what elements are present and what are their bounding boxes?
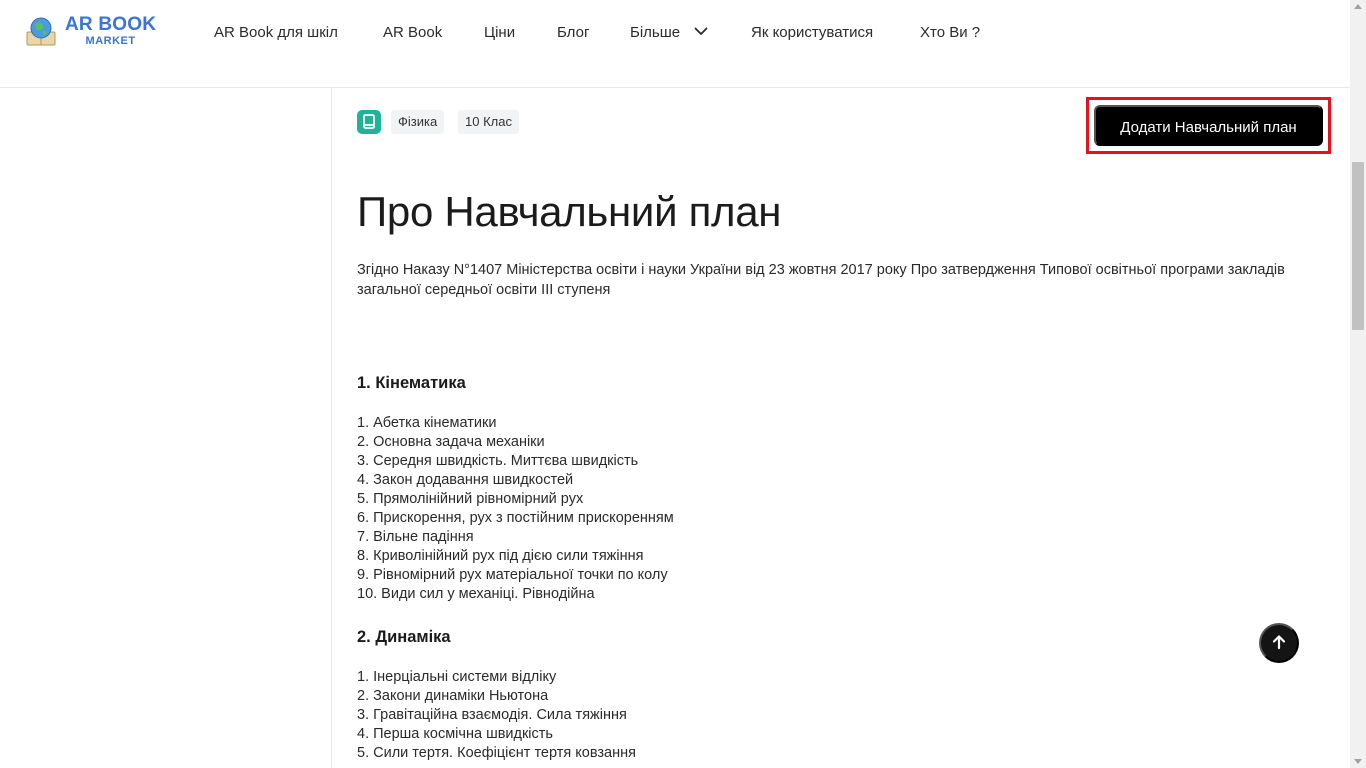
logo[interactable] [26,14,156,48]
topic-list-kinematics [357,414,1257,604]
nav-item-how-to-use[interactable]: Як користуватися [751,24,874,41]
logo-globe-book-icon [26,15,56,47]
list-item: 4. Закон додавання швидкостей [357,472,574,488]
list-item: 7. Вільне падіння [357,529,474,545]
list-item: 6. Прискорення, рух з постійним прискоренням [357,510,674,526]
section-title-dynamics: 2. Динаміка [357,628,451,646]
list-item: 9. Рівномірний рух матеріальної точки по колу [357,567,668,583]
list-item: 10. Види сил у механіці. Рівнодійна [357,586,595,602]
page-scrollbar[interactable] [1350,0,1366,768]
chevron-down-icon [694,21,708,43]
scroll-to-top-button[interactable] [1259,623,1299,663]
intro-text: Згідно Наказу N°1407 Міністерства освіти і науки України від 23 жовтня 2017 року Про затвердження Типової освітньої програми закладів загальної середньої освіти III ступеня [357,262,1285,298]
nav-item-who-are-you[interactable]: Хто Ви ? [920,24,981,41]
nav-item-blog[interactable]: Блог [557,24,590,41]
topic-list-dynamics [357,668,1257,763]
list-item: 2. Основна задача механіки [357,434,545,450]
page-title: Про Навчальний план [357,188,782,235]
list-item: 5. Прямолінійний рівномірний рух [357,491,584,507]
scroll-down-arrow-icon[interactable] [1354,759,1362,764]
book-icon [357,110,381,134]
list-item: 8. Криволінійний рух під дією сили тяжіння [357,548,644,564]
logo-title: AR BOOK [65,14,157,35]
site-header [0,0,1350,88]
nav-item-more-label: Більше [630,24,681,41]
logo-subtitle: MARKET [85,35,136,47]
nav-item-prices[interactable]: Ціни [484,24,516,41]
list-item: 2. Закони динаміки Ньютона [357,688,549,704]
left-column-divider [331,88,332,768]
nav-item-ar-book-for-schools[interactable]: AR Book для шкіл [214,24,338,41]
grade-tag[interactable]: 10 Клас [458,110,519,134]
list-item: 4. Перша космічна швидкість [357,726,553,742]
add-curriculum-button[interactable]: Додати Навчальний план [1094,105,1323,146]
scroll-up-arrow-icon[interactable] [1354,4,1362,9]
section-title-kinematics: 1. Кінематика [357,374,466,392]
nav-item-more[interactable] [630,22,708,44]
list-item: 1. Інерціальні системи відліку [357,669,557,685]
scrollbar-thumb[interactable] [1352,162,1364,330]
subject-tag[interactable]: Фізика [391,110,444,134]
arrow-up-icon [1271,634,1287,653]
nav-item-ar-book[interactable]: AR Book [383,24,443,41]
list-item: 3. Середня швидкість. Миттєва швидкість [357,453,639,469]
list-item: 1. Абетка кінематики [357,415,497,431]
list-item: 3. Гравітаційна взаємодія. Сила тяжіння [357,707,627,723]
list-item: 5. Сили тертя. Коефіцієнт тертя ковзання [357,745,636,761]
